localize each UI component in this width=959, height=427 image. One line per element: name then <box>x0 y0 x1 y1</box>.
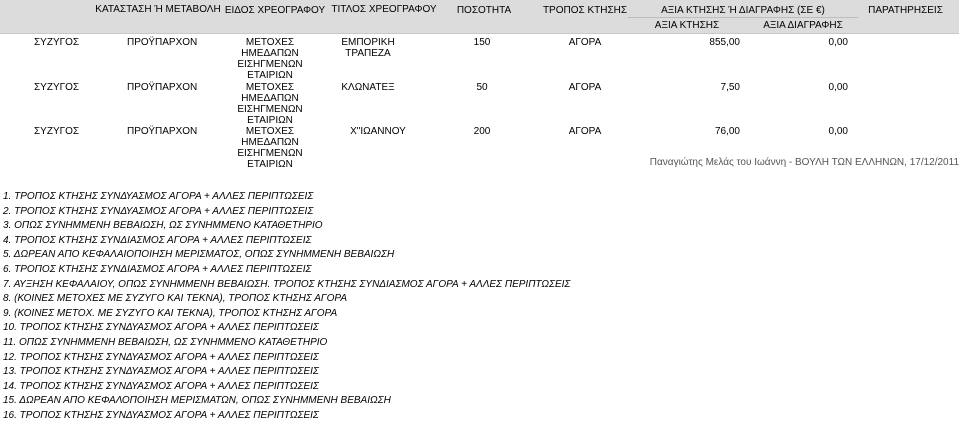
note-item: 1. ΤΡΟΠΟΣ ΚΤΗΣΗΣ ΣΥΝΔΥΑΣΜΟΣ ΑΓΟΡΑ + ΑΛΛΕΣ ΠΕΡΙΠΤΩΣΕΙΣ <box>3 191 314 202</box>
cell-state: ΠΡΟΫΠΑΡΧΟΝ <box>127 37 198 48</box>
cell-title: Χ"ΙΩΑΝΝΟΥ <box>350 126 406 137</box>
cell-quantity: 150 <box>473 37 491 48</box>
cell-type: ΜΕΤΟΧΕΣ ΗΜΕΔΑΠΩΝ ΕΙΣΗΓΜΕΝΩΝ ΕΤΑΙΡΙΩΝ <box>237 126 303 170</box>
note-item: 14. ΤΡΟΠΟΣ ΚΤΗΣΗΣ ΣΥΝΔΥΑΣΜΟΣ ΑΓΟΡΑ + ΑΛΛΕΣ ΠΕΡΙΠΤΩΣΕΙΣ <box>3 380 319 392</box>
header-value-group: ΑΞΙΑ ΚΤΗΣΗΣ Ή ΔΙΑΓΡΑΦΗΣ (ΣΕ €) <box>661 5 825 16</box>
table-header <box>0 0 959 34</box>
note-item: 3. ΟΠΩΣ ΣΥΝΗΜΜΕΝΗ ΒΕΒΑΙΩΣΗ, ΩΣ ΣΥΝΗΜΜΕΝΟ ΚΑΤΑΘΕΤΗΡΙΟ <box>3 220 323 232</box>
note-item: 13. ΤΡΟΠΟΣ ΚΤΗΣΗΣ ΣΥΝΔΥΑΣΜΟΣ ΑΓΟΡΑ + ΑΛΛΕΣ ΠΕΡΙΠΤΩΣΕΙΣ <box>3 366 319 378</box>
header-quantity: ΠΟΣΟΤΗΤΑ <box>456 5 512 16</box>
cell-acq-value: 7,50 <box>720 82 740 93</box>
cell-quantity: 200 <box>473 126 491 137</box>
header-remarks: ΠΑΡΑΤΗΡΗΣΕΙΣ <box>868 5 943 16</box>
header-security-type: ΕΙΔΟΣ ΧΡΕΟΓΡΑΦΟΥ <box>224 5 326 16</box>
cell-type: ΜΕΤΟΧΕΣ ΗΜΕΔΑΠΩΝ ΕΙΣΗΓΜΕΝΩΝ ΕΤΑΙΡΙΩΝ <box>237 82 303 126</box>
cell-del-value: 0,00 <box>828 126 848 137</box>
cell-acq-value: 855,00 <box>709 37 740 48</box>
cell-status: ΣΥΖΥΓΟΣ <box>34 82 80 93</box>
cell-status: ΣΥΖΥΓΟΣ <box>34 126 80 137</box>
cell-quantity: 50 <box>476 82 488 93</box>
note-item: 2. ΤΡΟΠΟΣ ΚΤΗΣΗΣ ΣΥΝΔΥΑΣΜΟΣ ΑΓΟΡΑ + ΑΛΛΕΣ ΠΕΡΙΠΤΩΣΕΙΣ <box>3 205 314 217</box>
cell-del-value: 0,00 <box>828 37 848 48</box>
note-item: 10. ΤΡΟΠΟΣ ΚΤΗΣΗΣ ΣΥΝΔΥΑΣΜΟΣ ΑΓΟΡΑ + ΑΛΛΕΣ ΠΕΡΙΠΤΩΣΕΙΣ <box>3 322 319 334</box>
header-title: ΤΙΤΛΟΣ ΧΡΕΟΓΡΑΦΟΥ <box>331 4 437 15</box>
note-item: 9. (ΚΟΙΝΕΣ ΜΕΤΟΧ. ΜΕ ΣΥΖΥΓΟ ΚΑΙ ΤΕΚΝΑ), ΤΡΟΠΟΣ ΚΤΗΣΗΣ ΑΓΟΡΑ <box>3 307 338 319</box>
header-deletion-value: ΑΞΙΑ ΔΙΑΓΡΑΦΗΣ <box>763 20 843 31</box>
cell-state: ΠΡΟΫΠΑΡΧΟΝ <box>127 126 198 137</box>
header-divider <box>628 17 858 18</box>
note-item: 6. ΤΡΟΠΟΣ ΚΤΗΣΗΣ ΣΥΝΔΙΑΣΜΟΣ ΑΓΟΡΑ + ΑΛΛΕΣ ΠΕΡΙΠΤΩΣΕΙΣ <box>3 263 312 275</box>
note-item: 7. ΑΥΞΗΣΗ ΚΕΦΑΛΑΙΟΥ, ΟΠΩΣ ΣΥΝΗΜΜΕΝΗ ΒΕΒΑΙΩΣΗ. ΤΡΟΠΟΣ ΚΤΗΣΗΣ ΣΥΝΔΙΑΣΜΟΣ ΑΓΟΡΑ + ΑΛΛΕΣ ΠΕΡΙΠΤΩΣΕΙΣ <box>3 278 571 290</box>
notes-list <box>3 190 570 424</box>
cell-type: ΜΕΤΟΧΕΣ ΗΜΕΔΑΠΩΝ ΕΙΣΗΓΜΕΝΩΝ ΕΤΑΙΡΙΩΝ <box>237 37 303 81</box>
cell-state: ΠΡΟΫΠΑΡΧΟΝ <box>127 82 198 93</box>
cell-del-value: 0,00 <box>828 82 848 93</box>
note-item: 11. ΟΠΩΣ ΣΥΝΗΜΜΕΝΗ ΒΕΒΑΙΩΣΗ, ΩΣ ΣΥΝΗΜΜΕΝΟ ΚΑΤΑΘΕΤΗΡΙΟ <box>3 336 328 348</box>
note-item: 4. ΤΡΟΠΟΣ ΚΤΗΣΗΣ ΣΥΝΔΙΑΣΜΟΣ ΑΓΟΡΑ + ΑΛΛΕΣ ΠΕΡΙΠΤΩΣΕΙΣ <box>3 234 312 246</box>
note-item: 12. ΤΡΟΠΟΣ ΚΤΗΣΗΣ ΣΥΝΔΥΑΣΜΟΣ ΑΓΟΡΑ + ΑΛΛΕΣ ΠΕΡΙΠΤΩΣΕΙΣ <box>3 351 319 363</box>
header-status: ΚΑΤΑΣΤΑΣΗ Ή ΜΕΤΑΒΟΛΗ <box>95 4 221 15</box>
cell-status: ΣΥΖΥΓΟΣ <box>34 37 80 48</box>
note-item: 16. ΤΡΟΠΟΣ ΚΤΗΣΗΣ ΣΥΝΔΥΑΣΜΟΣ ΑΓΟΡΑ + ΑΛΛΕΣ ΠΕΡΙΠΤΩΣΕΙΣ <box>3 409 319 421</box>
cell-title: ΕΜΠΟΡΙΚΗ ΤΡΑΠΕΖΑ <box>341 37 395 59</box>
cell-acq-value: 76,00 <box>714 126 740 137</box>
cell-method: ΑΓΟΡΑ <box>568 37 602 48</box>
cell-method: ΑΓΟΡΑ <box>568 82 602 93</box>
signature-line: Παναγιώτης Μελάς του Ιωάννη - ΒΟΥΛΗ ΤΩΝ ΕΛΛΗΝΩΝ, 17/12/2011 <box>649 157 959 168</box>
cell-method: ΑΓΟΡΑ <box>568 126 602 137</box>
header-acquisition-method: ΤΡΟΠΟΣ ΚΤΗΣΗΣ <box>542 5 628 16</box>
note-item: 5. ΔΩΡΕΑΝ ΑΠΟ ΚΕΦΑΛΑΙΟΠΟΙΗΣΗ ΜΕΡΙΣΜΑΤΟΣ, ΟΠΩΣ ΣΥΝΗΜΜΕΝΗ ΒΕΒΑΙΩΣΗ <box>3 249 395 261</box>
cell-title: ΚΛΩΝΑΤΕΞ <box>341 82 395 93</box>
note-item: 15. ΔΩΡΕΑΝ ΑΠΟ ΚΕΦΑΛΟΠΟΙΗΣΗ ΜΕΡΙΣΜΑΤΩΝ, ΟΠΩΣ ΣΥΝΗΜΜΕΝΗ ΒΕΒΑΙΩΣΗ <box>3 395 391 407</box>
header-acquisition-value: ΑΞΙΑ ΚΤΗΣΗΣ <box>654 20 720 31</box>
note-item: 8. (ΚΟΙΝΕΣ ΜΕΤΟΧΕΣ ΜΕ ΣΥΖΥΓΟ ΚΑΙ ΤΕΚΝΑ), ΤΡΟΠΟΣ ΚΤΗΣΗΣ ΑΓΟΡΑ <box>3 293 348 305</box>
